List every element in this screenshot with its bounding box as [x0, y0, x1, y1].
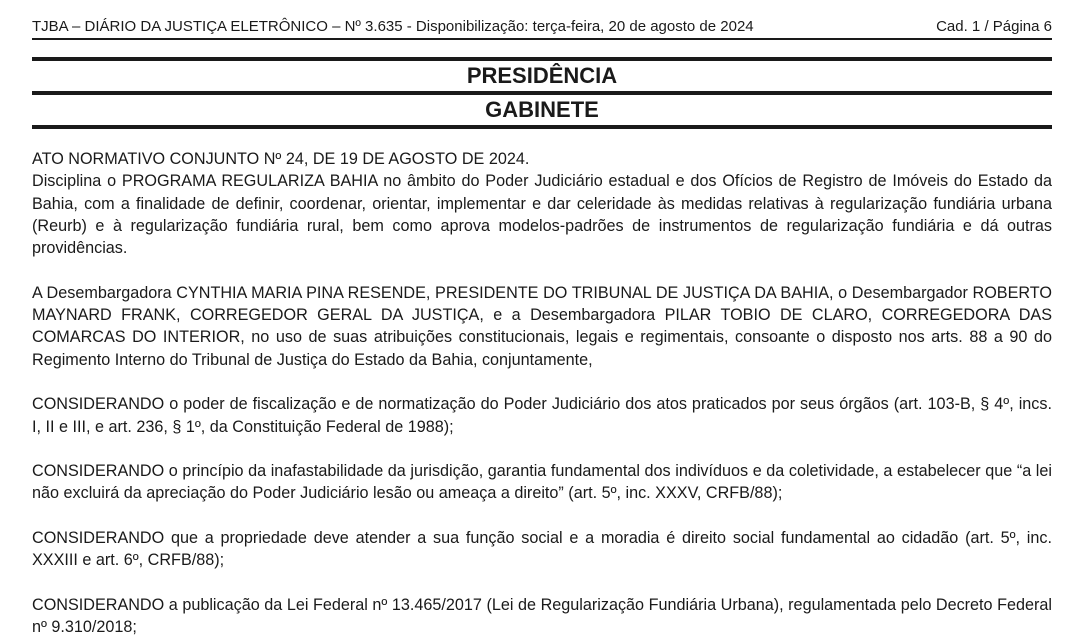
page-number: Cad. 1 / Página 6 [936, 18, 1052, 35]
act-ementa: Disciplina o PROGRAMA REGULARIZA BAHIA no âmbito do Poder Judiciário estadual e dos Ofícios de Registro de Imóveis do Estado da Bahia, com a finalidade de definir, coordenar, orientar, implementar e dar celeridade às medidas relativas à regularização fundiária urbana (Reurb) e à regularização fundiária rural, bem como aprova modelos-padrões de instrumentos de regularização fundiária e dá outras providências. [32, 172, 1052, 258]
section-divider-bottom [32, 125, 1052, 129]
considerando-paragraph: CONSIDERANDO a publicação da Lei Federal nº 13.465/2017 (Lei de Regularização Fundiária Urbana), regulamentada pelo Decreto Federal nº 9.310/2018; [32, 595, 1052, 637]
running-header [32, 16, 1052, 40]
considerando-paragraph: CONSIDERANDO o poder de fiscalização e de normatização do Poder Judiciário dos atos praticados por seus órgãos (art. 103-B, § 4º, incs. I, II e III, e art. 236, § 1º, da Constituição Federal de 1988); [32, 395, 1052, 436]
section-title-presidencia: PRESIDÊNCIA [466, 63, 618, 88]
section-divider-middle [32, 91, 1052, 95]
considerando-paragraph: CONSIDERANDO o princípio da inafastabilidade da jurisdição, garantia fundamental dos indivíduos e da coletividade, a estabelecer que “a lei não excluirá da apreciação do Poder Judiciário lesão ou ameaça a direito” (art. 5º, inc. XXXV, CRFB/88); [32, 462, 1052, 503]
journal-edition-info: TJBA – DIÁRIO DA JUSTIÇA ELETRÔNICO – Nº 3.635 - Disponibilização: terça-feira, 20 de agosto de 2024 [32, 18, 754, 35]
document-body [32, 148, 1052, 639]
considerando-paragraph: CONSIDERANDO que a propriedade deve atender a sua função social e a moradia é direito social fundamental ao cidadão (art. 5º, inc. XXXIII e art. 6º, CRFB/88); [32, 529, 1052, 570]
section-divider-top [32, 57, 1052, 61]
preamble-paragraph: A Desembargadora CYNTHIA MARIA PINA RESENDE, PRESIDENTE DO TRIBUNAL DE JUSTIÇA DA BAHIA, o Desembargador ROBERTO MAYNARD FRANK, CORREGEDOR GERAL DA JUSTIÇA, e a Desembargadora PILAR TOBIO DE CLARO, CORREGEDORA DAS COMARCAS DO INTERIOR, no uso de suas atribuições constitucionais, legais e regimentais, consoante o disposto nos arts. 88 a 90 do Regimento Interno do Tribunal de Justiça do Estado da Bahia, conjuntamente, [32, 283, 1052, 369]
act-title: ATO NORMATIVO CONJUNTO Nº 24, DE 19 DE AGOSTO DE 2024. [32, 150, 530, 168]
section-title-gabinete: GABINETE [485, 97, 599, 122]
act-header [32, 148, 1052, 259]
